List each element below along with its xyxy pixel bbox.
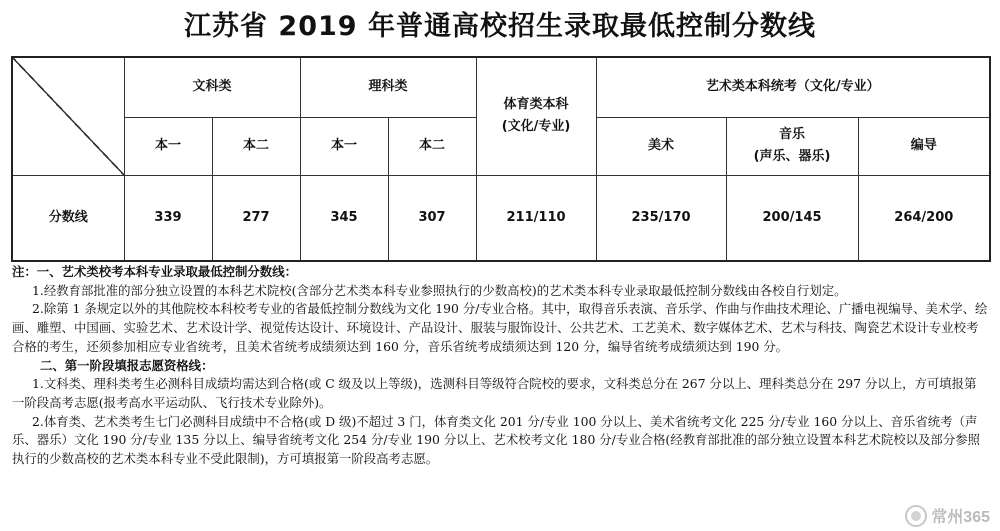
group-header-tiyu — [476, 57, 596, 175]
sub-header-like-ben1: 本一 — [300, 117, 388, 175]
sub-header-meishu: 美术 — [596, 117, 726, 175]
note-paragraph-2: 2.除第 1 条规定以外的其他院校本科校考专业的省最低控制分数线为文化 190 分/专业合格。其中，取得音乐表演、音乐学、作曲与作曲技术理论、广播电视编导、美术学、绘画、雕塑、中国画、实验艺术、艺术设计学、视觉传达设计、环境设计、产品设计、服装与服饰设计、公共艺术、工艺美术、数字媒体艺术、艺术与科技、陶瓷艺术设计专业校考合格的考生，还须参加相应专业省统考，且美术省统考成绩须达到 160 分，音乐省统考成绩须达到 120 分，编导省统考成绩须达到 190 分。 — [12, 301, 988, 354]
yinyue-label-line1: 音乐 — [779, 126, 806, 142]
note-paragraph-1: 1.经教育部批准的部分独立设置的本科艺术院校(含部分艺术类本科专业参照执行的少数高校)的艺术类本科专业录取最低控制分数线由各校自行划定。 — [32, 282, 847, 298]
yinyue-label-line2: (声乐、器乐) — [753, 149, 831, 164]
group-header-wenke: 文科类 — [124, 57, 300, 117]
sub-header-wenke-ben2: 本二 — [212, 117, 300, 175]
tiyu-label-line1: 体育类本科 — [503, 97, 569, 113]
score-biandao: 264/200 — [858, 175, 990, 261]
row-label-score: 分数线 — [12, 175, 124, 261]
group-header-yishu: 艺术类本科统考（文化/专业） — [596, 57, 990, 117]
sub-header-like-ben2: 本二 — [388, 117, 476, 175]
score-table — [11, 56, 991, 262]
sub-header-biandao: 编导 — [858, 117, 990, 175]
note-paragraph-4: 2.体育类、艺术类考生七门必测科目成绩中不合格(或 D 级)不超过 3 门，体育类文化 201 分/专业 100 分以上、美术省统考文化 225 分/专业 160 分以上、音乐省统考（声乐、器乐）文化 190 分/专业 135 分以上、编导省统考文化 254 分/专业 190 分以上、艺术校考文化 180 分/专业合格(经教育部批准的部分独立设置本科艺术院校以及部分参照执行的少数高校的艺术类本科专业不受此限制)，方可填报第一阶段高考志愿。 — [12, 413, 980, 467]
wechat-logo-icon — [905, 505, 927, 527]
watermark — [905, 504, 990, 527]
score-wenke-ben2: 277 — [212, 175, 300, 261]
score-like-ben1: 345 — [300, 175, 388, 261]
note-heading-1: 注：一、艺术类校考本科专业录取最低控制分数线： — [12, 264, 297, 279]
score-wenke-ben1: 339 — [124, 175, 212, 261]
sub-header-wenke-ben1: 本一 — [124, 117, 212, 175]
score-yinyue: 200/145 — [726, 175, 858, 261]
group-header-like: 理科类 — [300, 57, 476, 117]
sub-header-yinyue — [726, 117, 858, 175]
note-paragraph-3: 1.文科类、理科类考生必测科目成绩均需达到合格(或 C 级及以上等级)，选测科目等级符合院校的要求，文科类总分在 267 分以上、理科类总分在 297 分以上，方可填报第一阶段高考志愿(报考高水平运动队、飞行技术专业除外)。 — [12, 376, 977, 410]
page-title: 江苏省 2019 年普通高校招生录取最低控制分数线 — [184, 11, 816, 42]
note-heading-2: 二、第一阶段填报志愿资格线： — [40, 357, 214, 373]
watermark-text: 常州365 — [931, 509, 990, 526]
diagonal-header-cell — [12, 57, 124, 175]
score-tiyu: 211/110 — [476, 175, 596, 261]
score-like-ben2: 307 — [388, 175, 476, 261]
notes-section — [12, 263, 988, 469]
tiyu-label-line2: (文化/专业) — [501, 119, 571, 135]
score-meishu: 235/170 — [596, 175, 726, 261]
